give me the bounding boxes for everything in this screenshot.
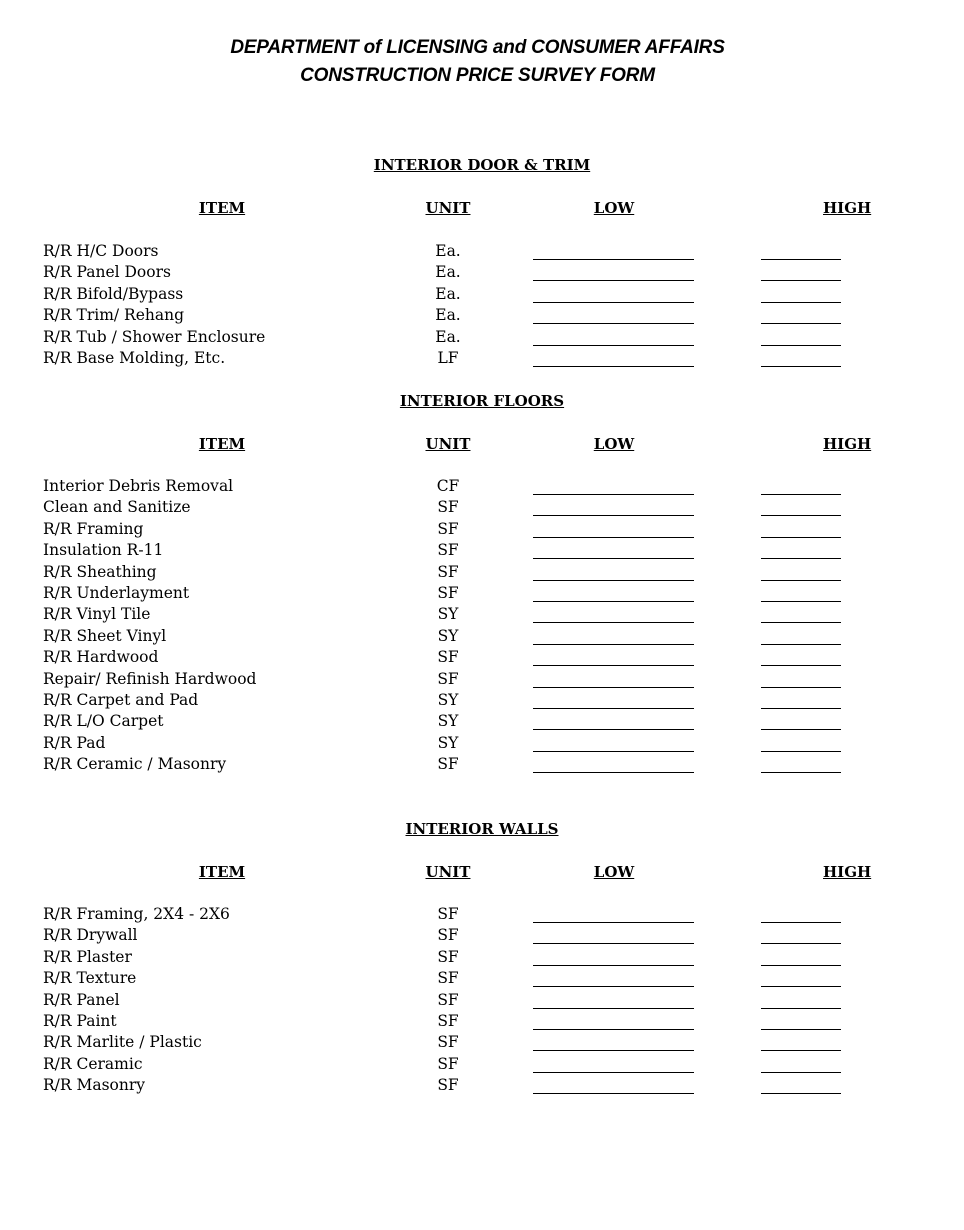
item-label: R/R H/C Doors — [43, 242, 159, 260]
low-price-blank[interactable] — [533, 1072, 694, 1073]
high-price-blank[interactable] — [761, 494, 841, 495]
low-price-blank[interactable] — [533, 302, 694, 303]
form-title-line-1: DEPARTMENT of LICENSING and CONSUMER AFFAIRS — [230, 37, 725, 58]
low-price-blank[interactable] — [533, 345, 694, 346]
low-price-blank[interactable] — [533, 1029, 694, 1030]
table-row — [0, 1012, 950, 1033]
table-row — [0, 712, 950, 733]
high-price-blank[interactable] — [761, 665, 841, 666]
high-price-blank[interactable] — [761, 1093, 841, 1094]
table-row — [0, 563, 950, 584]
low-price-blank[interactable] — [533, 729, 694, 730]
table-row — [0, 349, 950, 370]
table-row — [0, 306, 950, 327]
high-price-blank[interactable] — [761, 772, 841, 773]
column-header-low: LOW — [593, 863, 635, 881]
unit-label: SF — [437, 1033, 459, 1052]
table-row — [0, 755, 950, 776]
unit-label: SF — [437, 926, 459, 945]
section-title-walls: INTERIOR WALLS — [405, 820, 559, 838]
item-label: R/R Masonry — [43, 1076, 146, 1095]
unit-label: Ea. — [435, 242, 461, 260]
unit-label: SY — [437, 605, 459, 624]
table-row — [0, 328, 950, 349]
high-price-blank[interactable] — [761, 280, 841, 281]
high-price-blank[interactable] — [761, 644, 841, 645]
high-price-blank[interactable] — [761, 986, 841, 987]
form-title-line-2: CONSTRUCTION PRICE SURVEY FORM — [300, 65, 655, 86]
unit-label: SF — [437, 1054, 459, 1073]
table-row — [0, 242, 950, 263]
item-label: R/R Trim/ Rehang — [43, 306, 185, 325]
low-price-blank[interactable] — [533, 280, 694, 281]
unit-label: Ea. — [435, 327, 461, 346]
column-header-unit: UNIT — [425, 863, 471, 881]
high-price-blank[interactable] — [761, 687, 841, 688]
low-price-blank[interactable] — [533, 515, 694, 516]
unit-label: SF — [437, 969, 459, 988]
low-price-blank[interactable] — [533, 622, 694, 623]
low-price-blank[interactable] — [533, 687, 694, 688]
unit-label: SY — [437, 733, 459, 752]
unit-label: SF — [437, 947, 459, 966]
item-label: R/R Ceramic — [43, 1054, 143, 1073]
table-row — [0, 498, 950, 519]
column-header-high: HIGH — [823, 863, 872, 881]
item-label: R/R Texture — [43, 969, 137, 988]
table-row — [0, 263, 950, 284]
item-label: R/R Ceramic / Masonry — [43, 755, 227, 774]
item-label: R/R Sheet Vinyl — [43, 626, 167, 645]
item-label: Clean and Sanitize — [43, 498, 191, 517]
column-header-low: LOW — [593, 199, 635, 217]
high-price-blank[interactable] — [761, 259, 841, 260]
unit-label: SF — [437, 669, 459, 688]
low-price-blank[interactable] — [533, 323, 694, 324]
table-row — [0, 584, 950, 605]
column-header-high: HIGH — [823, 435, 872, 453]
column-header-unit: UNIT — [425, 435, 471, 453]
table-row — [0, 691, 950, 712]
low-price-blank[interactable] — [533, 259, 694, 260]
unit-label: SY — [437, 691, 459, 709]
high-price-blank[interactable] — [761, 558, 841, 559]
table-row — [0, 926, 950, 947]
low-price-blank[interactable] — [533, 986, 694, 987]
high-price-blank[interactable] — [761, 729, 841, 730]
unit-label: SF — [437, 755, 459, 774]
item-label: R/R Drywall — [43, 926, 138, 945]
high-price-blank[interactable] — [761, 302, 841, 303]
low-price-blank[interactable] — [533, 943, 694, 944]
item-label: R/R Paint — [43, 1012, 117, 1030]
low-price-blank[interactable] — [533, 665, 694, 666]
item-label: R/R L/O Carpet — [43, 712, 164, 731]
column-header-low: LOW — [593, 435, 635, 453]
unit-label: SF — [437, 990, 459, 1009]
high-price-blank[interactable] — [761, 366, 841, 367]
high-price-blank[interactable] — [761, 922, 841, 923]
low-price-blank[interactable] — [533, 1050, 694, 1051]
unit-label: SF — [437, 648, 459, 667]
unit-label: SF — [437, 541, 459, 560]
high-price-blank[interactable] — [761, 1008, 841, 1009]
table-row — [0, 991, 950, 1012]
item-label: R/R Panel Doors — [43, 263, 171, 282]
high-price-blank[interactable] — [761, 965, 841, 966]
unit-label: LF — [437, 349, 459, 367]
high-price-blank[interactable] — [761, 751, 841, 752]
table-row — [0, 969, 950, 990]
low-price-blank[interactable] — [533, 751, 694, 752]
high-price-blank[interactable] — [761, 1072, 841, 1073]
low-price-blank[interactable] — [533, 965, 694, 966]
high-price-blank[interactable] — [761, 1050, 841, 1051]
high-price-blank[interactable] — [761, 345, 841, 346]
unit-label: SF — [437, 905, 459, 923]
unit-label: Ea. — [435, 306, 461, 325]
low-price-blank[interactable] — [533, 366, 694, 367]
unit-label: SF — [437, 1076, 459, 1095]
high-price-blank[interactable] — [761, 622, 841, 623]
column-header-unit: UNIT — [425, 199, 471, 217]
item-label: R/R Bifold/Bypass — [43, 284, 184, 303]
table-row — [0, 627, 950, 648]
item-label: R/R Pad — [43, 733, 106, 752]
unit-label: SY — [437, 626, 459, 645]
high-price-blank[interactable] — [761, 1029, 841, 1030]
low-price-blank[interactable] — [533, 558, 694, 559]
item-label: R/R Framing, 2X4 - 2X6 — [43, 905, 230, 923]
low-price-blank[interactable] — [533, 601, 694, 602]
low-price-blank[interactable] — [533, 772, 694, 773]
high-price-blank[interactable] — [761, 601, 841, 602]
table-row — [0, 285, 950, 306]
item-label: R/R Sheathing — [43, 562, 157, 581]
item-label: Interior Debris Removal — [43, 477, 234, 495]
item-label: Insulation R-11 — [43, 541, 164, 560]
item-label: R/R Underlayment — [43, 584, 190, 602]
unit-label: CF — [436, 477, 460, 495]
unit-label: SF — [437, 519, 459, 538]
low-price-blank[interactable] — [533, 537, 694, 538]
item-label: R/R Tub / Shower Enclosure — [43, 327, 266, 346]
section-title-floors: INTERIOR FLOORS — [399, 392, 565, 410]
item-label: R/R Marlite / Plastic — [43, 1033, 202, 1052]
section-title-door-trim: INTERIOR DOOR & TRIM — [373, 156, 591, 174]
item-label: Repair/ Refinish Hardwood — [43, 669, 257, 688]
unit-label: Ea. — [435, 284, 461, 303]
low-price-blank[interactable] — [533, 580, 694, 581]
low-price-blank[interactable] — [533, 1008, 694, 1009]
unit-label: SY — [437, 712, 459, 731]
unit-label: SF — [437, 584, 459, 602]
table-row — [0, 605, 950, 626]
item-label: R/R Hardwood — [43, 648, 159, 667]
high-price-blank[interactable] — [761, 708, 841, 709]
table-row — [0, 1033, 950, 1054]
table-row — [0, 734, 950, 755]
unit-label: SF — [437, 562, 459, 581]
item-label: R/R Panel — [43, 990, 120, 1009]
low-price-blank[interactable] — [533, 922, 694, 923]
table-row — [0, 905, 950, 926]
item-label: R/R Vinyl Tile — [43, 605, 151, 624]
table-row — [0, 670, 950, 691]
low-price-blank[interactable] — [533, 494, 694, 495]
high-price-blank[interactable] — [761, 537, 841, 538]
high-price-blank[interactable] — [761, 515, 841, 516]
low-price-blank[interactable] — [533, 644, 694, 645]
column-header-item: ITEM — [198, 199, 246, 217]
unit-label: SF — [437, 1012, 459, 1030]
low-price-blank[interactable] — [533, 708, 694, 709]
table-row — [0, 648, 950, 669]
unit-label: SF — [437, 498, 459, 517]
unit-label: Ea. — [435, 263, 461, 282]
column-header-item: ITEM — [198, 435, 246, 453]
table-row — [0, 1076, 950, 1097]
high-price-blank[interactable] — [761, 943, 841, 944]
table-row — [0, 520, 950, 541]
high-price-blank[interactable] — [761, 580, 841, 581]
table-row — [0, 477, 950, 498]
item-label: R/R Framing — [43, 519, 144, 538]
table-row — [0, 948, 950, 969]
column-header-high: HIGH — [823, 199, 872, 217]
item-label: R/R Base Molding, Etc. — [43, 349, 226, 367]
item-label: R/R Plaster — [43, 947, 132, 966]
column-header-item: ITEM — [198, 863, 246, 881]
table-row — [0, 1055, 950, 1076]
high-price-blank[interactable] — [761, 323, 841, 324]
item-label: R/R Carpet and Pad — [43, 691, 199, 709]
low-price-blank[interactable] — [533, 1093, 694, 1094]
table-row — [0, 541, 950, 562]
